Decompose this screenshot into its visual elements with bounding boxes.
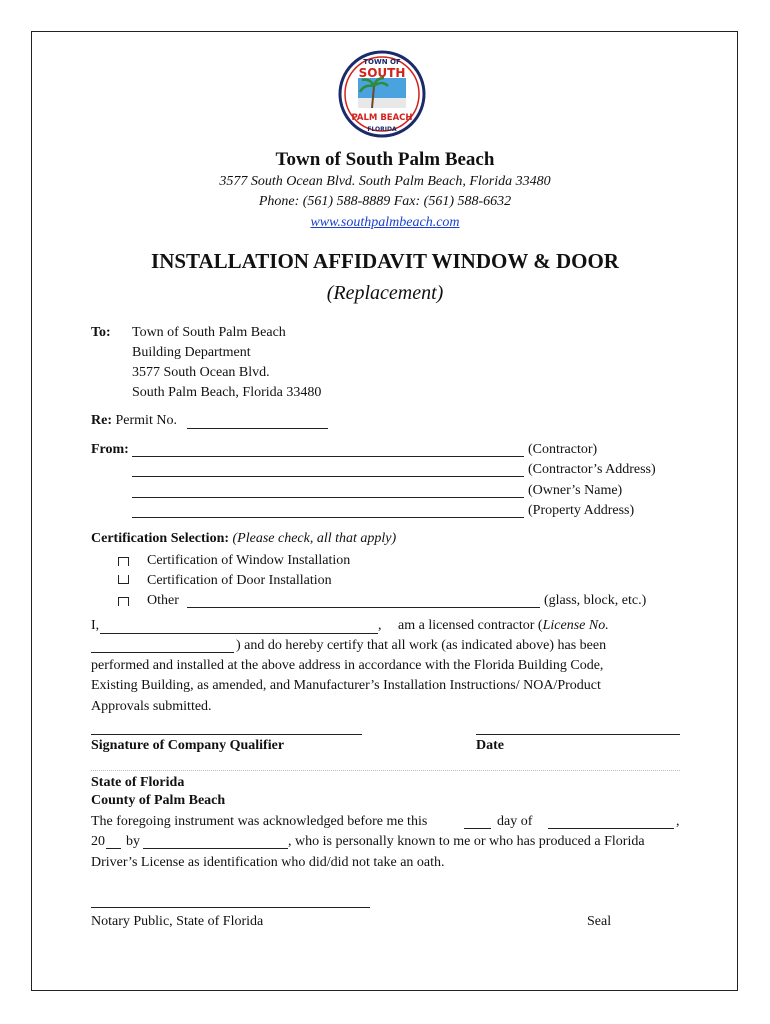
notary-line-1b: day of [497,814,533,829]
notary-line-1a: The foregoing instrument was acknowledged before me this [91,814,428,829]
contractor-address-caption: (Contractor’s Address) [528,462,656,477]
to-line-4: South Palm Beach, Florida 33480 [132,385,322,400]
notary-public-label: Notary Public, State of Florida [91,914,264,929]
window-checkbox[interactable] [118,557,129,566]
certification-hint: (Please check, all that apply) [232,531,397,546]
statement-line-5: Approvals submitted. [91,699,212,714]
document-subtitle: (Replacement) [326,282,444,304]
door-checkbox[interactable] [118,575,129,584]
re-label: Re: [91,413,112,428]
to-line-1: Town of South Palm Beach [132,325,286,340]
certification-heading [91,531,396,547]
contractor-name-field[interactable] [100,633,378,634]
window-option-label: Certification of Window Installation [147,553,351,568]
town-seal-logo [336,44,428,140]
statement-licensed [398,618,609,634]
notary-county: County of Palm Beach [91,793,226,808]
notary-day-field[interactable] [464,828,491,829]
notary-signature-field[interactable] [91,907,370,908]
logo-main-text: SOUTH [358,66,406,80]
statement-line-3: performed and installed at the above address in accordance with the Florida Building Code, [91,658,604,673]
license-number-field[interactable] [91,652,234,653]
logo-top-text: TOWN OF [363,58,401,66]
notary-line-2b: by [126,834,140,849]
re-permit-text: Permit No. [115,413,177,428]
notary-person-field[interactable] [143,848,288,849]
town-address: 3577 South Ocean Blvd. South Palm Beach, Florida 33480 [219,174,551,189]
contractor-address-field[interactable] [132,476,524,477]
contractor-caption: (Contractor) [528,442,598,457]
logo-bottom-text: FLORIDA [367,126,397,133]
statement-license-no: License No. [542,618,609,633]
date-label: Date [476,738,504,753]
notary-line-2a: 20 [91,834,105,849]
notary-month-field[interactable] [548,828,674,829]
statement-i-label: I, [91,618,100,633]
door-option-label: Certification of Door Installation [147,573,332,588]
section-divider [91,770,680,771]
statement-licensed-text: am a licensed contractor ( [398,618,543,633]
seal-label: Seal [587,914,612,929]
notary-line-2c: , who is personally known to me or who has produced a Florida [288,834,645,849]
certification-label: Certification Selection: [91,531,230,546]
comma-2: , [676,814,680,829]
signature-label: Signature of Company Qualifier [91,738,285,753]
document-title: INSTALLATION AFFIDAVIT WINDOW & DOOR [151,249,619,273]
date-field[interactable] [476,734,680,735]
permit-number-field[interactable] [187,428,328,429]
statement-line-4: Existing Building, as amended, and Manufacturer’s Installation Instructions/ NOA/Product [91,678,601,693]
from-label: From: [91,442,129,457]
other-option-label: Other [147,593,179,608]
owner-name-caption: (Owner’s Name) [528,483,623,498]
owner-name-field[interactable] [132,497,524,498]
to-line-2: Building Department [132,345,251,360]
notary-year-field[interactable] [106,848,121,849]
re-permit [91,413,177,429]
statement-line-2: ) and do hereby certify that all work (as indicated above) has been [236,638,607,653]
signature-field[interactable] [91,734,362,735]
town-name: Town of South Palm Beach [275,149,495,170]
property-address-caption: (Property Address) [528,503,635,518]
to-line-3: 3577 South Ocean Blvd. [132,365,270,380]
property-address-field[interactable] [132,517,524,518]
notary-state: State of Florida [91,775,185,790]
notary-line-3: Driver’s License as identification who did/did not take an oath. [91,855,445,870]
to-label: To: [91,325,111,340]
town-website-link[interactable]: www.southpalmbeach.com [310,215,460,230]
town-phone-fax: Phone: (561) 588-8889 Fax: (561) 588-6632 [258,194,512,209]
other-suffix: (glass, block, etc.) [544,593,647,608]
logo-sub-text: PALM BEACH [351,113,413,123]
other-checkbox[interactable] [118,597,129,606]
comma: , [378,618,382,633]
contractor-field[interactable] [132,456,524,457]
other-field[interactable] [187,607,540,608]
